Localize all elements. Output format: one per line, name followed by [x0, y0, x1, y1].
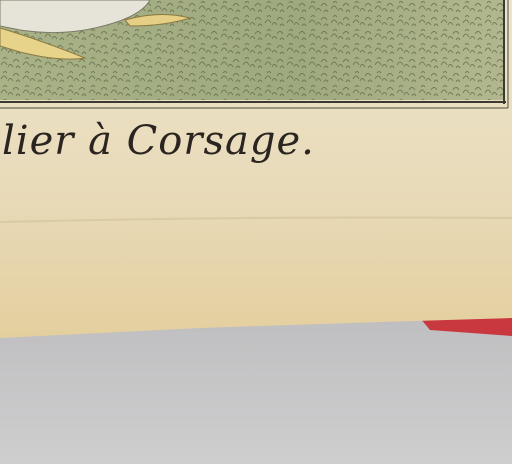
- print-caption: lier à Corsage.: [2, 118, 315, 164]
